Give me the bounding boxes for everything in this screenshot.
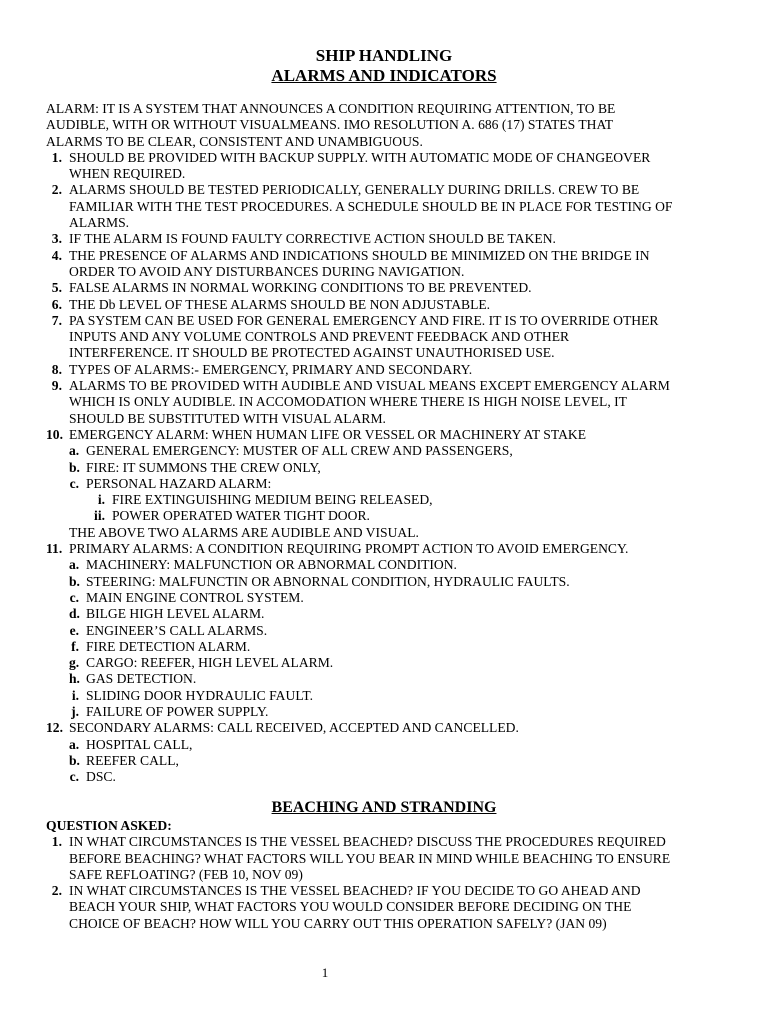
- indent-spacer: [62, 720, 69, 736]
- list-item-number: 4.: [51, 247, 62, 263]
- question-text: CHOICE OF BEACH? HOW WILL YOU CARRY OUT THIS OPERATION SAFELY? (JAN 09): [69, 915, 607, 931]
- indent-spacer: [79, 737, 86, 753]
- indent-spacer: [46, 492, 93, 508]
- list-item-number: 7.: [51, 312, 62, 328]
- intro-line: AUDIBLE, WITH OR WITHOUT VISUALMEANS. IMO RESOLUTION A. 686 (17) STATES THAT: [46, 117, 614, 133]
- indent-spacer: [46, 460, 69, 476]
- indent-spacer: [46, 639, 69, 655]
- sub-item-text: PERSONAL HAZARD ALARM:: [86, 475, 272, 491]
- indent-spacer: [62, 150, 69, 166]
- sub-item-text: FIRE DETECTION ALARM.: [86, 638, 251, 654]
- list-item-line: [46, 720, 738, 736]
- list-item-number: 6.: [51, 296, 62, 312]
- sub-item: [46, 623, 738, 639]
- sub-item: [46, 688, 738, 704]
- list-item-line: [46, 362, 738, 378]
- question-line: [46, 899, 738, 915]
- sub-item: [46, 476, 738, 492]
- list-item-line: [46, 329, 738, 345]
- indent-spacer: [62, 280, 69, 296]
- indent-spacer: [79, 639, 86, 655]
- indent-spacer: [62, 883, 69, 899]
- question-text: BEACH YOUR SHIP, WHAT FACTORS YOU WOULD CONSIDER BEFORE DECIDING ON THE: [69, 899, 632, 915]
- page-title: SHIP HANDLING: [315, 46, 453, 65]
- list-item-text: SHOULD BE SUBSTITUTED WITH VISUAL ALARM.: [69, 410, 386, 426]
- indent-spacer: [46, 655, 69, 671]
- indent-spacer: [79, 443, 86, 459]
- sub-item-text: FAILURE OF POWER SUPPLY.: [86, 703, 269, 719]
- sub-item-text: REEFER CALL,: [86, 752, 179, 768]
- indent-spacer: [79, 671, 86, 687]
- list-item-text: FAMILIAR WITH THE TEST PROCEDURES. A SCHEDULE SHOULD BE IN PLACE FOR TESTING OF: [69, 198, 673, 214]
- list-item-line: [46, 411, 738, 427]
- list-item-line: [46, 248, 738, 264]
- list-item-text: WHEN REQUIRED.: [69, 166, 186, 182]
- sub-item-marker: b.: [69, 573, 80, 589]
- question-heading: QUESTION ASKED:: [46, 818, 172, 833]
- list-item-line: [46, 313, 738, 329]
- list-item-number: 11.: [46, 541, 63, 557]
- indent-spacer: [79, 623, 86, 639]
- indent-spacer: [79, 688, 86, 704]
- indent-spacer: [79, 590, 86, 606]
- list-item-text: THE Db LEVEL OF THESE ALARMS SHOULD BE NON ADJUSTABLE.: [69, 296, 491, 312]
- indent-spacer: [79, 655, 86, 671]
- list-item-text: THE PRESENCE OF ALARMS AND INDICATIONS SHOULD BE MINIMIZED ON THE BRIDGE IN: [69, 247, 650, 263]
- page-subtitle: ALARMS AND INDICATORS: [271, 66, 497, 85]
- indent-spacer: [62, 313, 69, 329]
- sub-item-marker: c.: [69, 475, 79, 491]
- trailing-note: THE ABOVE TWO ALARMS ARE AUDIBLE AND VISUAL.: [69, 524, 419, 540]
- sub-item-marker: e.: [69, 622, 79, 638]
- list-item-number: 5.: [51, 280, 62, 296]
- sub-item-marker: h.: [69, 671, 80, 687]
- list-item-text: PA SYSTEM CAN BE USED FOR GENERAL EMERGENCY AND FIRE. IT IS TO OVERRIDE OTHER: [69, 312, 659, 328]
- sub-item-marker: g.: [69, 655, 80, 671]
- list-item-line: [46, 345, 738, 361]
- roman-item: [46, 492, 738, 508]
- intro-line: ALARMS TO BE CLEAR, CONSISTENT AND UNAMBIGUOUS.: [46, 133, 423, 149]
- section-heading: BEACHING AND STRANDING: [271, 799, 497, 816]
- list-item-number: 10.: [46, 426, 63, 442]
- list-item-text: FALSE ALARMS IN NORMAL WORKING CONDITIONS TO BE PREVENTED.: [69, 280, 532, 296]
- sub-item-marker: c.: [69, 769, 79, 785]
- sub-item-text: MACHINERY: MALFUNCTION OR ABNORMAL CONDITION.: [86, 557, 457, 573]
- sub-item-text: FIRE: IT SUMMONS THE CREW ONLY,: [86, 459, 321, 475]
- sub-item-marker: a.: [69, 557, 80, 573]
- list-item-text: PRIMARY ALARMS: A CONDITION REQUIRING PROMPT ACTION TO AVOID EMERGENCY.: [69, 541, 629, 557]
- list-item-line: [46, 427, 738, 443]
- list-item-line: [46, 280, 738, 296]
- list-item-line: [46, 166, 738, 182]
- indent-spacer: [62, 362, 69, 378]
- sub-item: [46, 606, 738, 622]
- list-item-text: ALARMS TO BE PROVIDED WITH AUDIBLE AND VISUAL MEANS EXCEPT EMERGENCY ALARM: [69, 378, 670, 394]
- roman-item-marker: ii.: [94, 508, 105, 524]
- sub-item: [46, 460, 738, 476]
- indent-spacer: [46, 443, 69, 459]
- list-item-line: [46, 541, 738, 557]
- sub-item-marker: a.: [69, 736, 80, 752]
- sub-item-text: HOSPITAL CALL,: [86, 736, 193, 752]
- list-item-line: [46, 264, 738, 280]
- indent-spacer: [46, 688, 69, 704]
- sub-item-text: DSC.: [86, 769, 116, 785]
- sub-item: [46, 574, 738, 590]
- list-item-number: 3.: [51, 231, 62, 247]
- indent-spacer: [46, 623, 69, 639]
- sub-item: [46, 704, 738, 720]
- list-item-line: [46, 378, 738, 394]
- question-text: SAFE REFLOATING? (FEB 10, NOV 09): [69, 866, 303, 882]
- roman-item-marker: i.: [97, 492, 105, 508]
- roman-item: [46, 508, 738, 524]
- question-line: [46, 916, 738, 932]
- roman-item-text: POWER OPERATED WATER TIGHT DOOR.: [112, 508, 370, 524]
- page-number: 1: [321, 965, 329, 980]
- question-text: IN WHAT CIRCUMSTANCES IS THE VESSEL BEACHED? DISCUSS THE PROCEDURES REQUIRED: [69, 834, 666, 850]
- list-item-line: [46, 150, 738, 166]
- sub-item: [46, 655, 738, 671]
- roman-item-text: FIRE EXTINGUISHING MEDIUM BEING RELEASED,: [112, 492, 433, 508]
- list-item-line: [46, 394, 738, 410]
- question-text: IN WHAT CIRCUMSTANCES IS THE VESSEL BEACHED? IF YOU DECIDE TO GO AHEAD AND: [69, 883, 641, 899]
- list-item-text: SHOULD BE PROVIDED WITH BACKUP SUPPLY. WITH AUTOMATIC MODE OF CHANGEOVER: [69, 149, 651, 165]
- list-item-text: INPUTS AND ANY VOLUME CONTROLS AND PREVENT FEEDBACK AND OTHER: [69, 329, 570, 345]
- list-item-number: 12.: [46, 720, 63, 736]
- sub-item: [46, 443, 738, 459]
- sub-item: [46, 557, 738, 573]
- list-item-number: 1.: [51, 149, 62, 165]
- list-item-line: [46, 215, 738, 231]
- question-line: [46, 834, 738, 850]
- list-item-text: WHICH IS ONLY AUDIBLE. IN ACCOMODATION WHERE THERE IS HIGH NOISE LEVEL, IT: [69, 394, 627, 410]
- list-item-text: INTERFERENCE. IT SHOULD BE PROTECTED AGAINST UNAUTHORISED USE.: [69, 345, 555, 361]
- sub-item-text: GENERAL EMERGENCY: MUSTER OF ALL CREW AND PASSENGERS,: [86, 443, 513, 459]
- indent-spacer: [62, 182, 69, 198]
- sub-item-marker: b.: [69, 459, 80, 475]
- indent-spacer: [79, 606, 86, 622]
- list-item-text: SECONDARY ALARMS: CALL RECEIVED, ACCEPTED AND CANCELLED.: [69, 720, 519, 736]
- indent-spacer: [79, 753, 86, 769]
- indent-spacer: [46, 704, 69, 720]
- indent-spacer: [62, 427, 69, 443]
- indent-spacer: [62, 834, 69, 850]
- sub-item: [46, 590, 738, 606]
- question-line: [46, 883, 738, 899]
- sub-item: [46, 639, 738, 655]
- sub-item: [46, 671, 738, 687]
- sub-item-marker: a.: [69, 443, 80, 459]
- sub-item-text: ENGINEER’S CALL ALARMS.: [86, 622, 268, 638]
- list-item-line: [46, 182, 738, 198]
- indent-spacer: [62, 378, 69, 394]
- indent-spacer: [46, 590, 69, 606]
- list-item-number: 8.: [51, 361, 62, 377]
- indent-spacer: [62, 541, 69, 557]
- list-item-line: [46, 199, 738, 215]
- indent-spacer: [62, 297, 69, 313]
- indent-spacer: [46, 753, 69, 769]
- sub-item-text: STEERING: MALFUNCTIN OR ABNORNAL CONDITION, HYDRAULIC FAULTS.: [86, 573, 570, 589]
- indent-spacer: [79, 574, 86, 590]
- indent-spacer: [46, 737, 69, 753]
- sub-item-marker: i.: [71, 687, 79, 703]
- questions-section: [46, 818, 738, 932]
- sub-item-marker: j.: [71, 703, 79, 719]
- indent-spacer: [46, 476, 69, 492]
- sub-item-marker: f.: [71, 638, 79, 654]
- sub-item-text: CARGO: REEFER, HIGH LEVEL ALARM.: [86, 655, 334, 671]
- question-line: [46, 851, 738, 867]
- list-item-text: ORDER TO AVOID ANY DISTURBANCES DURING NAVIGATION.: [69, 263, 465, 279]
- indent-spacer: [62, 231, 69, 247]
- sub-item-text: SLIDING DOOR HYDRAULIC FAULT.: [86, 687, 314, 703]
- indent-spacer: [46, 574, 69, 590]
- intro-line: ALARM: IT IS A SYSTEM THAT ANNOUNCES A CONDITION REQUIRING ATTENTION, TO BE: [46, 101, 616, 116]
- sub-item-text: BILGE HIGH LEVEL ALARM.: [86, 606, 265, 622]
- sub-item: [46, 753, 738, 769]
- question-number: 2.: [51, 883, 62, 899]
- list-item-text: IF THE ALARM IS FOUND FAULTY CORRECTIVE ACTION SHOULD BE TAKEN.: [69, 231, 556, 247]
- sub-item-text: MAIN ENGINE CONTROL SYSTEM.: [86, 589, 304, 605]
- indent-spacer: [105, 492, 112, 508]
- indent-spacer: [79, 557, 86, 573]
- indent-spacer: [46, 557, 69, 573]
- indent-spacer: [79, 476, 86, 492]
- indent-spacer: [105, 508, 112, 524]
- list-item-line: [46, 297, 738, 313]
- sub-item: [46, 737, 738, 753]
- indent-spacer: [79, 460, 86, 476]
- question-line: [46, 867, 738, 883]
- list-item-text: ALARMS.: [69, 215, 130, 231]
- sub-item-marker: c.: [69, 589, 79, 605]
- indent-spacer: [62, 248, 69, 264]
- list-item-text: EMERGENCY ALARM: WHEN HUMAN LIFE OR VESSEL OR MACHINERY AT STAKE: [69, 426, 587, 442]
- list-item-line: [46, 231, 738, 247]
- list-item-text: ALARMS SHOULD BE TESTED PERIODICALLY, GENERALLY DURING DRILLS. CREW TO BE: [69, 182, 640, 198]
- sub-item: [46, 769, 738, 785]
- question-number: 1.: [51, 834, 62, 850]
- alarms-section: [46, 101, 738, 785]
- sub-item-marker: d.: [69, 606, 80, 622]
- question-text: BEFORE BEACHING? WHAT FACTORS WILL YOU BEAR IN MIND WHILE BEACHING TO ENSURE: [69, 850, 671, 866]
- list-item-text: TYPES OF ALARMS:- EMERGENCY, PRIMARY AND SECONDARY.: [69, 361, 473, 377]
- indent-spacer: [46, 508, 93, 524]
- indent-spacer: [46, 671, 69, 687]
- indent-spacer: [46, 606, 69, 622]
- indent-spacer: [46, 769, 69, 785]
- sub-item-text: GAS DETECTION.: [86, 671, 197, 687]
- list-item-number: 2.: [51, 182, 62, 198]
- list-item-number: 9.: [51, 378, 62, 394]
- indent-spacer: [79, 704, 86, 720]
- indent-spacer: [79, 769, 86, 785]
- sub-item-marker: b.: [69, 752, 80, 768]
